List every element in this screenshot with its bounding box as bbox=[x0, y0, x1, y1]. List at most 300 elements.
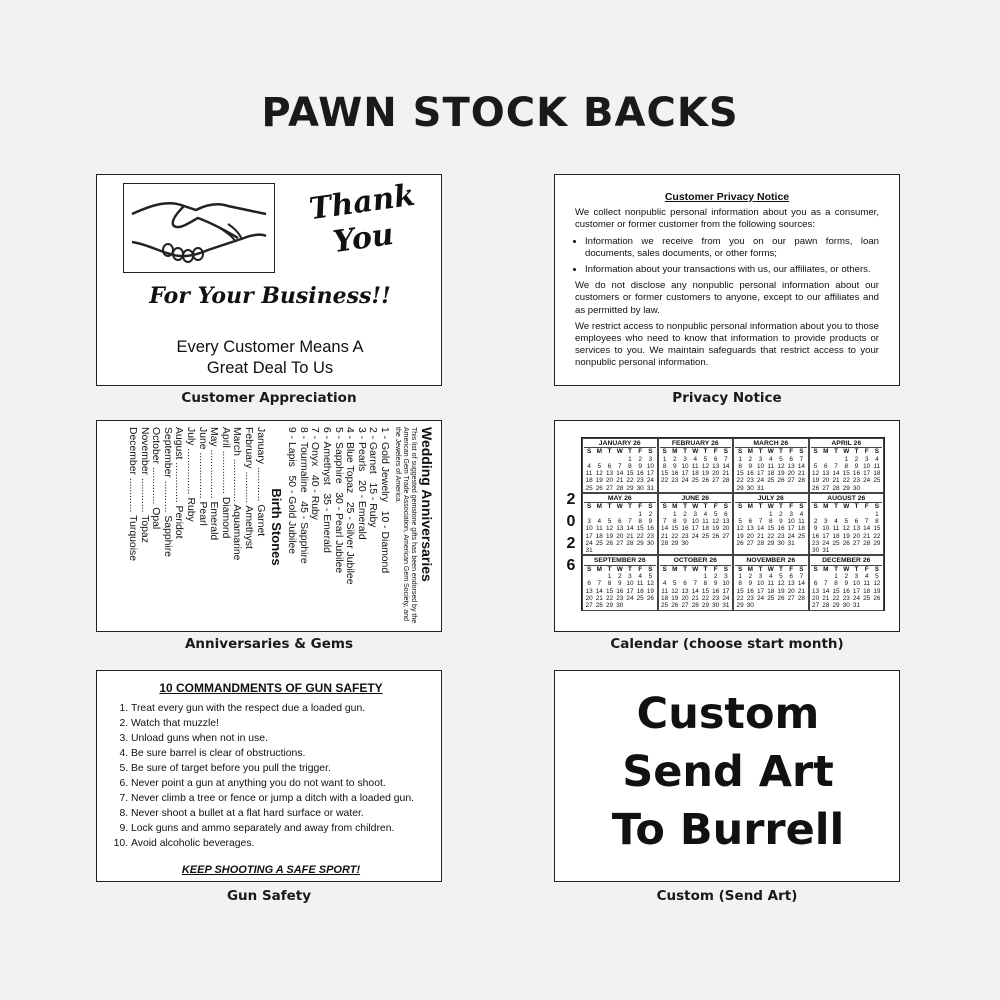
calendar-day bbox=[872, 547, 882, 554]
calendar-day: 24 bbox=[756, 594, 765, 602]
calendar-day: 1 bbox=[638, 510, 642, 518]
calendar-day: 29 bbox=[873, 539, 881, 547]
calendar-day: 20 bbox=[787, 587, 795, 595]
calendar-day bbox=[735, 511, 745, 518]
calendar-day: 29 bbox=[767, 539, 775, 547]
weekday-label: M bbox=[672, 565, 678, 573]
calendar-day: 5 bbox=[597, 462, 602, 470]
weekday-label: M bbox=[747, 448, 753, 456]
calendar-day: 17 bbox=[787, 525, 795, 533]
calendar-week bbox=[584, 540, 656, 547]
calendar-day: 8 bbox=[768, 517, 773, 525]
calendar-day: 16 bbox=[636, 470, 644, 478]
anniversary-row: 8 - Tourmaline 45 - Sapphire bbox=[297, 427, 309, 564]
calendar-day: 1 bbox=[768, 510, 773, 518]
gun-safety-card[interactable] bbox=[96, 670, 442, 882]
calendar-day: 15 bbox=[842, 470, 850, 478]
calendar-day: 18 bbox=[636, 587, 644, 595]
calendar-day: 11 bbox=[767, 580, 775, 588]
calendar-day: 11 bbox=[702, 517, 709, 525]
calendar-day: 11 bbox=[661, 587, 668, 595]
calendar-day: 19 bbox=[873, 587, 881, 595]
calendar-day: 19 bbox=[671, 594, 679, 602]
calendar-day: 11 bbox=[832, 525, 840, 533]
calendar-day bbox=[615, 511, 625, 518]
calendar-day: 30 bbox=[777, 539, 785, 547]
calendar-day: 5 bbox=[779, 573, 783, 581]
calendar-day: 1 bbox=[607, 573, 612, 581]
calendar-day: 28 bbox=[756, 539, 765, 547]
birthstone-row: January ............ Garnet bbox=[254, 427, 266, 537]
calendar-day: 7 bbox=[834, 462, 838, 470]
calendar-day bbox=[841, 547, 851, 554]
calendar-day bbox=[786, 485, 796, 492]
calendar-day: 23 bbox=[681, 532, 689, 540]
calendar-week bbox=[735, 533, 807, 540]
calendar-day bbox=[811, 511, 821, 518]
calendar-day: 25 bbox=[767, 594, 775, 602]
calendar-day: 12 bbox=[701, 462, 709, 470]
weekday-label: F bbox=[789, 503, 794, 511]
calendar-day: 29 bbox=[605, 602, 614, 610]
calendar-week bbox=[811, 588, 883, 595]
gun-safety-rule: 4. Be sure barrel is clear of obstructions. bbox=[131, 746, 431, 761]
anniversary-row: 7 - Onyx 40 - Ruby bbox=[309, 427, 321, 520]
calendar-day: 19 bbox=[812, 477, 820, 485]
calendar-day: 12 bbox=[777, 580, 785, 588]
calendar-day bbox=[862, 602, 872, 609]
calendar-day: 10 bbox=[722, 580, 730, 588]
calendar-month bbox=[809, 438, 885, 493]
weekday-label: S bbox=[586, 448, 592, 456]
calendar-week bbox=[735, 525, 807, 532]
calendar-day: 10 bbox=[863, 462, 871, 470]
anniversaries-card[interactable] bbox=[96, 420, 442, 632]
calendar-day: 1 bbox=[738, 455, 742, 463]
calendar-day bbox=[604, 456, 614, 463]
weekday-label: T bbox=[628, 448, 632, 456]
calendar-day: 9 bbox=[779, 517, 783, 525]
calendar-day: 31 bbox=[756, 484, 765, 492]
calendar-week bbox=[735, 477, 807, 484]
gun-safety-rules bbox=[111, 701, 431, 851]
gun-safety-content bbox=[111, 681, 431, 878]
weekday-label: W bbox=[767, 565, 774, 573]
calendar-week bbox=[735, 540, 807, 547]
calendar-week bbox=[660, 540, 732, 547]
calendar-week bbox=[811, 580, 883, 587]
calendar-day bbox=[821, 456, 831, 463]
calendar-day: 30 bbox=[646, 539, 654, 547]
calendar-day: 19 bbox=[646, 587, 654, 595]
calendar-day: 9 bbox=[813, 525, 818, 533]
calendar-day: 28 bbox=[691, 602, 699, 610]
calendar-day: 3 bbox=[854, 573, 859, 581]
calendar-card[interactable] bbox=[554, 420, 900, 632]
calendar-day: 6 bbox=[854, 517, 859, 525]
calendar-day: 30 bbox=[746, 602, 754, 610]
weekday-label: T bbox=[834, 503, 838, 511]
calendar-day: 14 bbox=[797, 580, 805, 588]
weekday-label: T bbox=[854, 448, 859, 456]
calendar-week bbox=[735, 588, 807, 595]
weekday-header bbox=[735, 503, 807, 510]
calendar-day: 8 bbox=[738, 580, 742, 588]
calendar-day: 6 bbox=[724, 510, 728, 518]
calendar-day: 28 bbox=[626, 539, 634, 547]
calendar-day: 18 bbox=[767, 587, 775, 595]
thank-text: Thank bbox=[307, 177, 418, 228]
calendar-day: 25 bbox=[797, 532, 805, 540]
calendar-day: 3 bbox=[758, 573, 763, 581]
weekday-label: M bbox=[747, 565, 753, 573]
calendar-day: 24 bbox=[681, 477, 689, 485]
calendar-day: 13 bbox=[812, 587, 820, 595]
weekday-label: T bbox=[854, 565, 859, 573]
calendar-day: 19 bbox=[842, 532, 850, 540]
weekday-label: F bbox=[864, 448, 869, 456]
calendar-day: 15 bbox=[605, 587, 614, 595]
calendar-week bbox=[584, 602, 656, 609]
calendar-week bbox=[584, 456, 656, 463]
calendar-day: 20 bbox=[746, 532, 754, 540]
privacy-sources-list bbox=[575, 236, 879, 277]
caption-privacy-notice: Privacy Notice bbox=[672, 390, 782, 406]
calendar-day: 15 bbox=[701, 587, 709, 595]
calendar-day: 17 bbox=[863, 470, 871, 478]
calendar-day: 15 bbox=[767, 525, 775, 533]
calendar-day: 18 bbox=[797, 525, 805, 533]
calendar-day: 28 bbox=[822, 602, 830, 610]
weekday-label: W bbox=[692, 565, 699, 573]
weekday-label: W bbox=[767, 503, 774, 511]
calendar-month bbox=[733, 438, 809, 493]
calendar-week bbox=[735, 511, 807, 518]
calendar-day bbox=[745, 511, 755, 518]
calendar-day: 10 bbox=[787, 517, 795, 525]
calendar-day: 5 bbox=[607, 517, 612, 525]
calendar-day: 24 bbox=[787, 532, 795, 540]
calendar-day: 20 bbox=[812, 594, 820, 602]
calendar-day: 25 bbox=[873, 477, 881, 485]
anniversary-row: 5 - Sapphire 30 - Pearl Jubilee bbox=[332, 427, 344, 574]
calendar-week bbox=[660, 580, 732, 587]
calendar-day: 7 bbox=[597, 580, 602, 588]
calendar-day: 7 bbox=[617, 462, 622, 470]
weekday-label: M bbox=[596, 503, 602, 511]
calendar-day: 4 bbox=[693, 455, 698, 463]
calendar-day: 27 bbox=[712, 477, 720, 485]
calendar-week bbox=[584, 470, 656, 477]
calendar-day: 12 bbox=[712, 517, 720, 525]
calendar-day: 7 bbox=[799, 455, 804, 463]
calendar-day: 20 bbox=[712, 470, 720, 478]
weekday-label: S bbox=[799, 448, 804, 456]
calendar-day: 22 bbox=[661, 477, 669, 485]
calendar-week bbox=[735, 463, 807, 470]
custom-text bbox=[555, 685, 900, 859]
calendar-day: 27 bbox=[616, 539, 624, 547]
calendar-day: 31 bbox=[646, 484, 654, 492]
calendar-day: 5 bbox=[813, 462, 818, 470]
calendar-day: 14 bbox=[722, 462, 730, 470]
calendar-week bbox=[660, 595, 732, 602]
calendar-day: 22 bbox=[701, 594, 709, 602]
calendar-day: 21 bbox=[661, 532, 669, 540]
calendar-day bbox=[872, 602, 882, 609]
calendar-day: 29 bbox=[736, 602, 744, 610]
weekday-label: F bbox=[713, 448, 718, 456]
birthstone-row: June ................ Pearl bbox=[196, 427, 208, 526]
calendar-day bbox=[594, 456, 604, 463]
anniversary-row: 3 - Pearls 20 - Emerald bbox=[355, 427, 367, 540]
calendar-day: 8 bbox=[844, 462, 849, 470]
weekday-label: F bbox=[713, 503, 718, 511]
calendar-day bbox=[594, 573, 604, 580]
weekday-label: F bbox=[864, 503, 869, 511]
calendar-day bbox=[862, 511, 872, 518]
calendar-day: 7 bbox=[758, 517, 763, 525]
calendar-day: 9 bbox=[748, 580, 753, 588]
calendar-week bbox=[660, 533, 732, 540]
calendar-day: 13 bbox=[616, 525, 624, 533]
calendar-day: 15 bbox=[873, 525, 881, 533]
calendar-day bbox=[862, 485, 872, 492]
calendar-day bbox=[625, 547, 635, 554]
calendar-day: 28 bbox=[616, 484, 624, 492]
calendar-day: 25 bbox=[661, 602, 669, 610]
calendar-day: 16 bbox=[777, 525, 785, 533]
calendar-day: 22 bbox=[736, 594, 744, 602]
calendar-day: 23 bbox=[746, 477, 754, 485]
calendar-day: 13 bbox=[712, 462, 720, 470]
privacy-notice-card[interactable] bbox=[554, 174, 900, 386]
calendar-day: 4 bbox=[587, 462, 591, 470]
weekday-label: S bbox=[586, 565, 592, 573]
custom-line-2: Send Art bbox=[622, 747, 834, 797]
calendar-week bbox=[584, 533, 656, 540]
birthstone-row: March ............... Aquamarine bbox=[231, 427, 243, 561]
custom-line-1: Custom bbox=[636, 689, 820, 739]
caption-calendar: Calendar (choose start month) bbox=[610, 636, 844, 652]
calendar-day: 24 bbox=[626, 594, 634, 602]
calendar-week bbox=[811, 540, 883, 547]
calendar-day: 12 bbox=[605, 525, 614, 533]
calendar-day: 18 bbox=[873, 470, 881, 478]
customer-appreciation-card[interactable] bbox=[96, 174, 442, 386]
weekday-label: S bbox=[723, 448, 729, 456]
calendar-month bbox=[582, 438, 658, 493]
calendar-day bbox=[615, 547, 625, 554]
birthstone-row: February ........... Amethyst bbox=[243, 427, 255, 549]
calendar-day: 2 bbox=[844, 573, 849, 581]
calendar-day: 6 bbox=[587, 580, 591, 588]
weekday-label: F bbox=[638, 448, 643, 456]
calendar-day: 25 bbox=[691, 477, 699, 485]
weekday-label: S bbox=[662, 503, 667, 511]
calendar-day: 18 bbox=[863, 587, 871, 595]
weekday-label: S bbox=[874, 448, 880, 456]
calendar-day: 18 bbox=[767, 470, 775, 478]
calendar-day: 2 bbox=[813, 517, 818, 525]
calendar-day: 11 bbox=[585, 470, 593, 478]
weekday-label: T bbox=[607, 448, 612, 456]
calendar-day: 1 bbox=[673, 510, 677, 518]
custom-card[interactable] bbox=[554, 670, 900, 882]
tagline-line-2: Great Deal To Us bbox=[206, 359, 334, 377]
calendar-day: 21 bbox=[832, 477, 840, 485]
weekday-label: T bbox=[607, 503, 612, 511]
calendar-week bbox=[660, 511, 732, 518]
calendar-day: 14 bbox=[756, 525, 765, 533]
calendar-day: 3 bbox=[628, 573, 632, 581]
calendar-day: 12 bbox=[842, 525, 850, 533]
weekday-label: T bbox=[683, 448, 687, 456]
anniversaries-note: This list of suggested gemstone gifts has been endorsed by the American Gem Trade Association, American Gem Society, and the Jewelers of America. bbox=[394, 427, 417, 624]
calendar-week bbox=[584, 580, 656, 587]
calendar-day: 8 bbox=[834, 580, 838, 588]
calendar-day: 3 bbox=[824, 517, 828, 525]
calendar-day bbox=[584, 573, 594, 580]
anniversary-row: 4 - Blue Topaz 25 - Silver Jubilee bbox=[344, 427, 356, 585]
weekday-label: M bbox=[823, 448, 829, 456]
calendar-day: 18 bbox=[691, 470, 699, 478]
birthstone-row: November ............ Topaz bbox=[138, 427, 150, 543]
calendar-day: 24 bbox=[756, 477, 765, 485]
calendar-day: 14 bbox=[595, 587, 603, 595]
calendar-day: 13 bbox=[852, 525, 860, 533]
month-name: NOVEMBER 26 bbox=[735, 557, 807, 565]
calendar-day: 28 bbox=[661, 539, 669, 547]
calendar-day: 23 bbox=[671, 477, 679, 485]
weekday-label: S bbox=[662, 448, 667, 456]
calendar-day: 29 bbox=[736, 484, 744, 492]
weekday-label: S bbox=[648, 565, 653, 573]
weekday-label: S bbox=[737, 503, 743, 511]
calendar-month bbox=[582, 493, 658, 555]
weekday-label: F bbox=[789, 565, 794, 573]
calendar-day bbox=[851, 511, 861, 518]
weekday-label: T bbox=[607, 565, 612, 573]
calendar-day: 8 bbox=[738, 462, 742, 470]
weekday-header bbox=[811, 448, 883, 455]
calendar-week bbox=[811, 485, 883, 492]
weekday-label: W bbox=[616, 448, 623, 456]
calendar-day: 19 bbox=[712, 525, 720, 533]
weekday-header bbox=[584, 448, 656, 455]
calendar-day: 4 bbox=[768, 573, 773, 581]
calendar-week bbox=[584, 485, 656, 492]
gun-safety-rule: 5. Be sure of target before you pull the trigger. bbox=[131, 761, 431, 776]
calendar-week bbox=[811, 595, 883, 602]
weekday-label: S bbox=[662, 565, 667, 573]
calendar-day: 26 bbox=[873, 594, 881, 602]
privacy-paragraph-2: We do not disclose any nonpublic personal information about our customers or former customers to anyone, except to our affiliates and as permitted by law. bbox=[575, 280, 879, 316]
calendar-day: 11 bbox=[767, 462, 775, 470]
calendar-day: 4 bbox=[703, 510, 708, 518]
calendar-week bbox=[811, 525, 883, 532]
calendar-day: 16 bbox=[712, 587, 720, 595]
calendar-day: 28 bbox=[832, 484, 840, 492]
calendar-day: 30 bbox=[636, 484, 644, 492]
weekday-label: S bbox=[586, 503, 592, 511]
calendar-day: 16 bbox=[746, 587, 754, 595]
weekday-label: T bbox=[628, 503, 632, 511]
calendar-day: 8 bbox=[662, 462, 667, 470]
calendar-day bbox=[584, 456, 594, 463]
calendar-day: 6 bbox=[789, 455, 793, 463]
calendar-week bbox=[584, 463, 656, 470]
month-name: AUGUST 26 bbox=[811, 495, 883, 503]
calendar-day: 9 bbox=[748, 462, 753, 470]
weekday-label: W bbox=[692, 503, 699, 511]
calendar-day: 5 bbox=[703, 455, 708, 463]
calendar-week bbox=[811, 547, 883, 554]
calendar-day: 14 bbox=[616, 470, 624, 478]
calendar-week bbox=[811, 602, 883, 609]
calendar-day: 21 bbox=[797, 470, 805, 478]
anniversaries-rotated-area bbox=[105, 427, 435, 627]
calendar-day: 23 bbox=[852, 477, 860, 485]
calendar-day bbox=[831, 511, 841, 518]
weekday-header bbox=[584, 566, 656, 573]
weekday-label: T bbox=[779, 503, 783, 511]
birthstones-list bbox=[127, 427, 266, 627]
calendar-day: 4 bbox=[768, 455, 773, 463]
calendar-day: 10 bbox=[756, 462, 765, 470]
weekday-label: S bbox=[874, 565, 880, 573]
calendar-day: 7 bbox=[662, 517, 667, 525]
weekday-label: F bbox=[789, 448, 794, 456]
calendar-day: 28 bbox=[595, 602, 603, 610]
calendar-day bbox=[711, 540, 721, 547]
weekday-header bbox=[735, 448, 807, 455]
calendar-day bbox=[821, 573, 831, 580]
calendar-day: 23 bbox=[746, 594, 754, 602]
calendar-week bbox=[584, 525, 656, 532]
calendar-day: 6 bbox=[617, 517, 622, 525]
calendar-day: 5 bbox=[844, 517, 849, 525]
calendar-day: 2 bbox=[648, 510, 653, 518]
calendar-day: 3 bbox=[693, 510, 698, 518]
calendar-week bbox=[735, 456, 807, 463]
calendar-week bbox=[660, 602, 732, 609]
weekday-label: T bbox=[683, 503, 687, 511]
calendar-day: 11 bbox=[863, 580, 870, 588]
calendar-day: 31 bbox=[852, 602, 860, 610]
calendar-day: 22 bbox=[636, 532, 644, 540]
calendar-day: 23 bbox=[646, 532, 654, 540]
weekday-label: W bbox=[616, 503, 623, 511]
anniversary-row: 9 - Lapis 50 - Gold Jubilee bbox=[286, 427, 298, 555]
calendar-day: 22 bbox=[842, 477, 850, 485]
calendar-day: 3 bbox=[683, 455, 687, 463]
calendar-day: 22 bbox=[671, 532, 679, 540]
calendar-day: 16 bbox=[646, 525, 654, 533]
privacy-source-2: • Information about your transactions with us, our affiliates, or others. bbox=[585, 264, 879, 276]
calendar-day: 26 bbox=[646, 594, 654, 602]
birthstone-row: October ............. Opal bbox=[150, 427, 162, 530]
calendar-day: 29 bbox=[671, 539, 679, 547]
calendar-day: 5 bbox=[875, 573, 879, 581]
calendar-day: 2 bbox=[854, 455, 859, 463]
calendar-day: 21 bbox=[691, 594, 699, 602]
calendar-week bbox=[811, 477, 883, 484]
weekday-label: S bbox=[799, 565, 804, 573]
caption-gun-safety: Gun Safety bbox=[226, 888, 312, 904]
calendar-day: 13 bbox=[822, 470, 830, 478]
weekday-label: F bbox=[864, 565, 869, 573]
